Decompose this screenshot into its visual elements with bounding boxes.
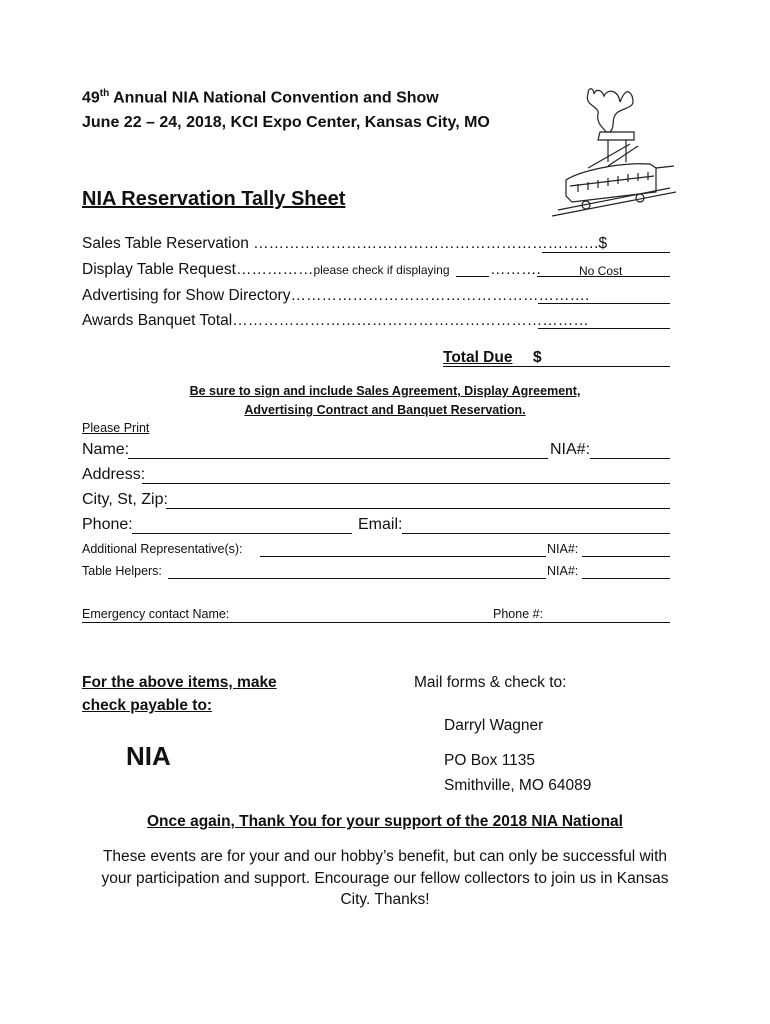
display-check-note: please check if displaying (313, 263, 450, 277)
helpers-nia-label: NIA#: (547, 564, 579, 578)
event-date-location: June 22 – 24, 2018, KCI Expo Center, Kansas City, MO (82, 114, 490, 131)
additional-rep-field[interactable] (260, 556, 546, 557)
sales-table-label: Sales Table Reservation ………………………………………………………….$ (82, 235, 608, 252)
notice-line2: Advertising Contract and Banquet Reservation. (244, 403, 526, 417)
sales-table-blank[interactable] (542, 252, 670, 253)
table-helpers-field[interactable] (168, 578, 546, 579)
nia-label: NIA#: (550, 441, 591, 458)
name-label: Name: (82, 441, 130, 458)
additional-rep-label: Additional Representative(s): (82, 542, 243, 556)
helpers-nia-field[interactable] (582, 578, 670, 579)
address-box: PO Box 1135 (444, 752, 536, 769)
total-due-blank[interactable] (443, 366, 670, 367)
mail-to-label: Mail forms & check to: (414, 674, 567, 691)
nia-field[interactable] (590, 458, 670, 459)
closing-para-2: your participation and support. Encourage our fellow collectors to join us in Kansas (101, 870, 669, 887)
banquet-blank[interactable] (538, 328, 670, 329)
emergency-phone-label: Phone #: (493, 607, 544, 621)
notice-line1: Be sure to sign and include Sales Agreement, Display Agreement, (189, 384, 581, 398)
closing-para-3: City. Thanks! (340, 891, 430, 908)
payable-line2: check payable to: (82, 697, 213, 714)
payable-line1: For the above items, make (82, 674, 277, 691)
emergency-field[interactable] (82, 622, 670, 623)
closing-para-1: These events are for your and our hobby’s benefit, but can only be successful with (102, 848, 668, 865)
name-field[interactable] (128, 458, 548, 459)
display-amount: No Cost (579, 264, 623, 278)
phone-label: Phone: (82, 516, 133, 533)
city-label: City, St, Zip: (82, 491, 168, 508)
total-due-dollar: $ (533, 349, 542, 366)
emergency-name-label: Emergency contact Name: (82, 607, 230, 621)
advertising-blank[interactable] (538, 303, 670, 304)
additional-nia-label: NIA#: (547, 542, 579, 556)
email-field[interactable] (402, 533, 670, 534)
event-title: 49th Annual NIA National Convention and Show (82, 88, 439, 107)
banquet-label: Awards Banquet Total…………………………………………………………… (82, 312, 589, 329)
table-helpers-label: Table Helpers: (82, 564, 162, 578)
page-title: NIA Reservation Tally Sheet (82, 188, 346, 210)
bell-trolley-logo (548, 84, 680, 220)
display-dots: ………. (490, 261, 541, 278)
city-field[interactable] (166, 508, 670, 509)
phone-field[interactable] (132, 533, 352, 534)
total-due-label: Total Due (443, 349, 513, 366)
display-check-blank[interactable] (456, 276, 489, 277)
address-label: Address: (82, 466, 146, 483)
address-name: Darryl Wagner (444, 717, 544, 734)
address-city: Smithville, MO 64089 (444, 777, 592, 794)
display-table-label: Display Table Request……………please check if displaying (82, 261, 450, 278)
thanks-line: Once again, Thank You for your support of the 2018 NIA National (147, 813, 623, 830)
advertising-label: Advertising for Show Directory…………………………………………………. (82, 287, 590, 304)
email-label: Email: (358, 516, 403, 533)
payee-name: NIA (126, 741, 171, 771)
additional-nia-field[interactable] (582, 556, 670, 557)
address-field[interactable] (142, 483, 670, 484)
please-print-label: Please Print (82, 421, 150, 435)
